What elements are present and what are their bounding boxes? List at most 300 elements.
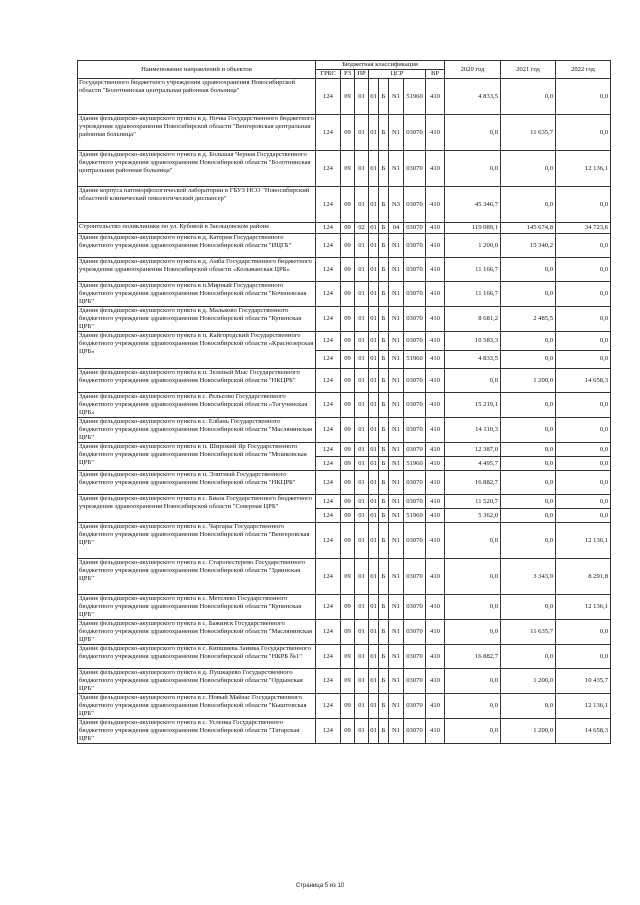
amount-2021-cell: 15 340,2	[501, 234, 556, 258]
csr-1-cell: 01	[369, 471, 379, 495]
rz-cell: 09	[341, 332, 355, 351]
vr-cell: 410	[426, 620, 445, 645]
amount-2020-cell: 5 362,0	[445, 509, 501, 523]
grbs-cell: 124	[316, 282, 341, 307]
csr-4-cell: 51960	[404, 350, 426, 369]
object-name-cell: Здание фельдшерско-акушерского пункта в с. Старопестерево Государственного бюджетного учреждения здравоохранения Новосибирской области "Здвинская ЦРБ"	[78, 559, 316, 595]
csr-1-cell: 01	[369, 495, 379, 509]
rz-cell: 09	[341, 457, 355, 471]
rz-cell: 09	[341, 719, 355, 744]
object-name-cell: Государственного бюджетного учреждения здравоохранения Новосибирской области "Болотнинская центральная районная больница"	[78, 79, 316, 115]
csr-2-cell: Б	[379, 457, 389, 471]
vr-cell: 410	[426, 151, 445, 187]
csr-2-cell: Б	[379, 350, 389, 369]
object-name-cell: Здание фельдшерско-акушерского пункта в д. Ночка Государственного бюджетного учреждения здравоохранения Новосибирской области "Венгеровская центральная районная больница"	[78, 115, 316, 151]
header-2020: 2020 год	[445, 61, 501, 79]
table-row	[78, 694, 611, 719]
amount-2022-cell: 0,0	[556, 620, 611, 645]
csr-2-cell: Б	[379, 620, 389, 645]
amount-2021-cell: 1 200,0	[501, 369, 556, 393]
csr-2-cell: Б	[379, 234, 389, 258]
grbs-cell: 124	[316, 523, 341, 559]
csr-1-cell: 01	[369, 559, 379, 595]
csr-1-cell: 01	[369, 509, 379, 523]
csr-2-cell: Б	[379, 187, 389, 223]
csr-3-cell: N1	[389, 509, 404, 523]
pr-cell: 01	[355, 79, 369, 115]
amount-2020-cell: 4 833,5	[445, 350, 501, 369]
rz-cell: 09	[341, 418, 355, 443]
amount-2020-cell: 14 110,3	[445, 418, 501, 443]
amount-2021-cell: 145 674,8	[501, 223, 556, 234]
amount-2020-cell: 11 520,7	[445, 495, 501, 509]
rz-cell: 09	[341, 694, 355, 719]
csr-2-cell: Б	[379, 559, 389, 595]
csr-4-cell: 03070	[404, 471, 426, 495]
rz-cell: 09	[341, 523, 355, 559]
csr-3-cell: N1	[389, 332, 404, 351]
csr-4-cell: 03070	[404, 694, 426, 719]
csr-4-cell: 03070	[404, 258, 426, 282]
pr-cell: 01	[355, 369, 369, 393]
vr-cell: 410	[426, 559, 445, 595]
pr-cell: 01	[355, 234, 369, 258]
amount-2020-cell: 15 219,1	[445, 393, 501, 418]
amount-2022-cell: 14 658,3	[556, 719, 611, 744]
csr-4-cell: 03070	[404, 620, 426, 645]
rz-cell: 09	[341, 79, 355, 115]
pr-cell: 01	[355, 495, 369, 509]
grbs-cell: 124	[316, 694, 341, 719]
csr-1-cell: 01	[369, 595, 379, 620]
amount-2022-cell: 12 136,1	[556, 151, 611, 187]
grbs-cell: 124	[316, 115, 341, 151]
csr-1-cell: 01	[369, 234, 379, 258]
vr-cell: 410	[426, 234, 445, 258]
amount-2022-cell: 0,0	[556, 332, 611, 351]
vr-cell: 410	[426, 694, 445, 719]
rz-cell: 09	[341, 258, 355, 282]
amount-2022-cell: 0,0	[556, 509, 611, 523]
amount-2022-cell: 0,0	[556, 457, 611, 471]
amount-2020-cell: 0,0	[445, 369, 501, 393]
pr-cell: 01	[355, 282, 369, 307]
csr-3-cell: N1	[389, 307, 404, 332]
amount-2020-cell: 0,0	[445, 694, 501, 719]
amount-2020-cell: 0,0	[445, 620, 501, 645]
table-row	[78, 258, 611, 282]
csr-3-cell: N1	[389, 443, 404, 457]
csr-2-cell: Б	[379, 151, 389, 187]
csr-4-cell: 03070	[404, 719, 426, 744]
amount-2022-cell: 0,0	[556, 645, 611, 669]
pr-cell: 01	[355, 620, 369, 645]
rz-cell: 09	[341, 282, 355, 307]
rz-cell: 09	[341, 495, 355, 509]
header-rz: РЗ	[341, 70, 355, 79]
rz-cell: 09	[341, 187, 355, 223]
object-name-cell: Здание фельдшерско-акушерского пункта в с. Биаза Государственного бюджетного учреждения здравоохранения Новосибирской области "Северная ЦРБ"	[78, 495, 316, 523]
csr-1-cell: 01	[369, 523, 379, 559]
csr-3-cell: N1	[389, 457, 404, 471]
csr-1-cell: 01	[369, 307, 379, 332]
amount-2020-cell: 11 166,7	[445, 282, 501, 307]
vr-cell: 410	[426, 719, 445, 744]
object-name-cell: Здание фельдшерско-акушерского пункта в д. Пушкарево Государственного бюджетного учреждения здравоохранения Новосибирской области "Ордынская ЦРБ"	[78, 669, 316, 694]
rz-cell: 09	[341, 595, 355, 620]
csr-3-cell: N1	[389, 369, 404, 393]
csr-1-cell: 01	[369, 223, 379, 234]
amount-2020-cell: 16 882,7	[445, 645, 501, 669]
vr-cell: 410	[426, 393, 445, 418]
amount-2020-cell: 4 495,7	[445, 457, 501, 471]
csr-1-cell: 01	[369, 443, 379, 457]
header-2022: 2022 год	[556, 61, 611, 79]
amount-2021-cell: 11 635,7	[501, 115, 556, 151]
pr-cell: 01	[355, 151, 369, 187]
grbs-cell: 124	[316, 258, 341, 282]
csr-1-cell: 01	[369, 350, 379, 369]
amount-2021-cell: 0,0	[501, 645, 556, 669]
amount-2020-cell: 12 387,0	[445, 443, 501, 457]
csr-3-cell: N1	[389, 115, 404, 151]
rz-cell: 09	[341, 115, 355, 151]
rz-cell: 09	[341, 471, 355, 495]
amount-2022-cell: 0,0	[556, 443, 611, 457]
object-name-cell: Здание фельдшерско-акушерского пункта в с. Метелево Государственного бюджетного учреждения здравоохранения Новосибирской области "Купинская ЦРБ"	[78, 595, 316, 620]
csr-3-cell: N1	[389, 669, 404, 694]
amount-2020-cell: 0,0	[445, 719, 501, 744]
csr-3-cell: N1	[389, 523, 404, 559]
table-row	[78, 595, 611, 620]
table-row	[78, 332, 611, 351]
csr-1-cell: 01	[369, 79, 379, 115]
pr-cell: 01	[355, 509, 369, 523]
header-2021: 2021 год	[501, 61, 556, 79]
csr-2-cell: Б	[379, 115, 389, 151]
csr-4-cell: 51960	[404, 509, 426, 523]
vr-cell: 410	[426, 418, 445, 443]
vr-cell: 410	[426, 495, 445, 509]
csr-3-cell: N1	[389, 234, 404, 258]
csr-1-cell: 01	[369, 719, 379, 744]
grbs-cell: 124	[316, 418, 341, 443]
amount-2022-cell: 12 136,1	[556, 595, 611, 620]
object-name-cell: Здание фельдшерско-акушерского пункта в п. Элитный Государственного бюджетного учреждения здравоохранения Новосибирской области "НКЦРБ"	[78, 471, 316, 495]
pr-cell: 01	[355, 443, 369, 457]
object-name-cell: Здание фельдшерско-акушерского пункта в с. Бажинск Государственного бюджетного учреждения здравоохранения Новосибирской области "Маслянинская ЦРБ"	[78, 620, 316, 645]
csr-4-cell: 03070	[404, 443, 426, 457]
table-row	[78, 79, 611, 115]
pr-cell: 01	[355, 669, 369, 694]
amount-2020-cell: 10 583,3	[445, 332, 501, 351]
header-name-column: Наименование направлений и объектов	[78, 61, 316, 79]
grbs-cell: 124	[316, 719, 341, 744]
csr-2-cell: Б	[379, 223, 389, 234]
csr-1-cell: 01	[369, 418, 379, 443]
grbs-cell: 124	[316, 350, 341, 369]
csr-2-cell: Б	[379, 495, 389, 509]
csr-1-cell: 01	[369, 369, 379, 393]
csr-3-cell: N1	[389, 559, 404, 595]
grbs-cell: 124	[316, 369, 341, 393]
csr-1-cell: 01	[369, 115, 379, 151]
object-name-cell: Здание фельдшерско-акушерского пункта в с. Усленка Государственного бюджетного учреждения здравоохранения Новосибирской области "Татарская ЦРБ"	[78, 719, 316, 744]
table-body	[78, 79, 611, 744]
amount-2022-cell: 0,0	[556, 418, 611, 443]
rz-cell: 09	[341, 559, 355, 595]
csr-3-cell: N1	[389, 719, 404, 744]
grbs-cell: 124	[316, 443, 341, 457]
rz-cell: 09	[341, 223, 355, 234]
table-row	[78, 187, 611, 223]
csr-2-cell: Б	[379, 258, 389, 282]
amount-2020-cell: 45 346,7	[445, 187, 501, 223]
vr-cell: 410	[426, 595, 445, 620]
header-pr: ПР	[355, 70, 369, 79]
table-row	[78, 151, 611, 187]
pr-cell: 01	[355, 559, 369, 595]
amount-2020-cell: 1 200,0	[445, 234, 501, 258]
csr-4-cell: 03070	[404, 559, 426, 595]
csr-1-cell: 01	[369, 457, 379, 471]
rz-cell: 09	[341, 645, 355, 669]
amount-2020-cell: 0,0	[445, 151, 501, 187]
amount-2022-cell: 34 723,6	[556, 223, 611, 234]
csr-4-cell: 03070	[404, 523, 426, 559]
csr-1-cell: 01	[369, 282, 379, 307]
amount-2021-cell: 11 635,7	[501, 620, 556, 645]
vr-cell: 410	[426, 471, 445, 495]
grbs-cell: 124	[316, 645, 341, 669]
amount-2022-cell: 0,0	[556, 115, 611, 151]
csr-4-cell: 51960	[404, 457, 426, 471]
rz-cell: 09	[341, 151, 355, 187]
amount-2021-cell: 0,0	[501, 523, 556, 559]
grbs-cell: 124	[316, 307, 341, 332]
vr-cell: 410	[426, 443, 445, 457]
rz-cell: 09	[341, 509, 355, 523]
amount-2022-cell: 0,0	[556, 307, 611, 332]
csr-3-cell: N1	[389, 645, 404, 669]
csr-1-cell: 01	[369, 187, 379, 223]
csr-2-cell: Б	[379, 418, 389, 443]
grbs-cell: 124	[316, 559, 341, 595]
grbs-cell: 124	[316, 393, 341, 418]
amount-2022-cell: 0,0	[556, 282, 611, 307]
csr-4-cell: 03070	[404, 393, 426, 418]
amount-2021-cell: 0,0	[501, 350, 556, 369]
csr-1-cell: 01	[369, 669, 379, 694]
pr-cell: 01	[355, 115, 369, 151]
pr-cell: 01	[355, 457, 369, 471]
csr-3-cell: N1	[389, 418, 404, 443]
table-row	[78, 369, 611, 393]
csr-4-cell: 03070	[404, 282, 426, 307]
csr-1-cell: 01	[369, 620, 379, 645]
table-row	[78, 471, 611, 495]
object-name-cell: Здание фельдшерско-акушерского пункта в с. Чаргары Государственного бюджетного учреждения здравоохранения Новосибирской области "Венгеровская ЦРБ"	[78, 523, 316, 559]
amount-2022-cell: 0,0	[556, 471, 611, 495]
grbs-cell: 124	[316, 595, 341, 620]
amount-2021-cell: 2 485,5	[501, 307, 556, 332]
vr-cell: 410	[426, 79, 445, 115]
table-row	[78, 495, 611, 509]
amount-2020-cell: 16 882,7	[445, 471, 501, 495]
csr-2-cell: Б	[379, 645, 389, 669]
vr-cell: 410	[426, 332, 445, 351]
table-row	[78, 115, 611, 151]
pr-cell: 01	[355, 694, 369, 719]
csr-3-cell: N1	[389, 595, 404, 620]
table-row	[78, 418, 611, 443]
pr-cell: 01	[355, 187, 369, 223]
amount-2020-cell: 0,0	[445, 523, 501, 559]
table-row	[78, 669, 611, 694]
grbs-cell: 124	[316, 187, 341, 223]
object-name-cell: Здание фельдшерско-акушерского пункта в д. Катерня Государственного бюджетного учреждения здравоохранения Новосибирской области "ИЦГБ"	[78, 234, 316, 258]
csr-4-cell: 03070	[404, 115, 426, 151]
csr-2-cell: Б	[379, 669, 389, 694]
csr-4-cell: 03070	[404, 595, 426, 620]
header-budget-classification: Бюджетная классификация	[316, 61, 445, 70]
object-name-cell: Здание фельдшерско-акушерского пункта в п. Широкий Яр Государственного бюджетного учреждения здравоохранения Новосибирской области "Мошковская ЦРБ"	[78, 443, 316, 471]
vr-cell: 410	[426, 369, 445, 393]
header-vr: ВР	[426, 70, 445, 79]
vr-cell: 410	[426, 282, 445, 307]
amount-2022-cell: 0,0	[556, 495, 611, 509]
pr-cell: 01	[355, 719, 369, 744]
csr-3-cell: N1	[389, 282, 404, 307]
vr-cell: 410	[426, 669, 445, 694]
table-row	[78, 234, 611, 258]
table-row	[78, 645, 611, 669]
amount-2021-cell: 0,0	[501, 443, 556, 457]
amount-2020-cell: 0,0	[445, 595, 501, 620]
pr-cell: 01	[355, 258, 369, 282]
vr-cell: 410	[426, 350, 445, 369]
amount-2020-cell: 119 089,1	[445, 223, 501, 234]
pr-cell: 01	[355, 332, 369, 351]
amount-2022-cell: 8 291,8	[556, 559, 611, 595]
object-name-cell: Здание корпуса патоморфологической лаборатории в ГБУЗ НСО "Новосибирский областной клинический онкологический диспансер"	[78, 187, 316, 223]
grbs-cell: 124	[316, 471, 341, 495]
csr-3-cell: N1	[389, 258, 404, 282]
vr-cell: 410	[426, 645, 445, 669]
pr-cell: 01	[355, 595, 369, 620]
amount-2022-cell: 0,0	[556, 258, 611, 282]
rz-cell: 09	[341, 234, 355, 258]
amount-2022-cell: 0,0	[556, 393, 611, 418]
object-name-cell: Здание фельдшерско-акушерского пункта в с. Кипшиева Заимка Государственного бюджетного учреждения здравоохранения Новосибирской области "НКРБ №1"	[78, 645, 316, 669]
csr-2-cell: Б	[379, 509, 389, 523]
csr-4-cell: 03070	[404, 645, 426, 669]
pr-cell: 01	[355, 350, 369, 369]
csr-4-cell: 03070	[404, 495, 426, 509]
csr-2-cell: Б	[379, 307, 389, 332]
amount-2021-cell: 0,0	[501, 393, 556, 418]
csr-2-cell: Б	[379, 332, 389, 351]
table-row	[78, 620, 611, 645]
object-name-cell: Здание фельдшерско-акушерского пункта в п.Мирный Государственного бюджетного учреждения здравоохранения Новосибирской области "Коченевская ЦРБ"	[78, 282, 316, 307]
grbs-cell: 124	[316, 509, 341, 523]
pr-cell: 01	[355, 471, 369, 495]
rz-cell: 09	[341, 393, 355, 418]
amount-2022-cell: 12 136,1	[556, 694, 611, 719]
csr-4-cell: 03070	[404, 223, 426, 234]
header-csr: ЦСР	[369, 70, 426, 79]
csr-1-cell: 01	[369, 332, 379, 351]
object-name-cell: Здание фельдшерско-акушерского пункта в п. Кайгородский Государственного бюджетного учреждения здравоохранения Новосибирской области «Краснозерская ЦРБ»	[78, 332, 316, 369]
csr-2-cell: Б	[379, 595, 389, 620]
csr-1-cell: 01	[369, 694, 379, 719]
amount-2020-cell: 0,0	[445, 669, 501, 694]
grbs-cell: 124	[316, 495, 341, 509]
amount-2021-cell: 0,0	[501, 151, 556, 187]
csr-1-cell: 01	[369, 151, 379, 187]
object-name-cell: Здание фельдшерско-акушерского пункта в п. Зеленый Мыс Государственного бюджетного учреждения здравоохранения Новосибирской области "НКЦРБ"	[78, 369, 316, 393]
amount-2021-cell: 3 343,9	[501, 559, 556, 595]
grbs-cell: 124	[316, 332, 341, 351]
pr-cell: 02	[355, 223, 369, 234]
header-grbs: ГРБС	[316, 70, 341, 79]
amount-2021-cell: 1 200,0	[501, 719, 556, 744]
grbs-cell: 124	[316, 457, 341, 471]
csr-3-cell: N1	[389, 694, 404, 719]
amount-2021-cell: 0,0	[501, 258, 556, 282]
rz-cell: 09	[341, 620, 355, 645]
amount-2021-cell: 0,0	[501, 79, 556, 115]
table-row	[78, 523, 611, 559]
grbs-cell: 124	[316, 669, 341, 694]
csr-2-cell: Б	[379, 369, 389, 393]
pr-cell: 01	[355, 393, 369, 418]
pr-cell: 01	[355, 418, 369, 443]
rz-cell: 09	[341, 669, 355, 694]
grbs-cell: 124	[316, 234, 341, 258]
pr-cell: 01	[355, 645, 369, 669]
csr-4-cell: 03070	[404, 332, 426, 351]
csr-2-cell: Б	[379, 471, 389, 495]
amount-2022-cell: 10 435,7	[556, 669, 611, 694]
csr-3-cell: N1	[389, 620, 404, 645]
csr-3-cell: N1	[389, 495, 404, 509]
amount-2022-cell: 0,0	[556, 187, 611, 223]
amount-2022-cell: 0,0	[556, 234, 611, 258]
csr-4-cell: 03070	[404, 418, 426, 443]
grbs-cell: 124	[316, 79, 341, 115]
csr-2-cell: Б	[379, 443, 389, 457]
csr-2-cell: Б	[379, 393, 389, 418]
csr-3-cell: 04	[389, 223, 404, 234]
rz-cell: 09	[341, 350, 355, 369]
budget-table-sheet	[77, 60, 610, 744]
csr-3-cell: N1	[389, 393, 404, 418]
csr-4-cell: 03070	[404, 369, 426, 393]
csr-2-cell: Б	[379, 719, 389, 744]
table-row	[78, 443, 611, 457]
pr-cell: 01	[355, 523, 369, 559]
table-row	[78, 282, 611, 307]
csr-2-cell: Б	[379, 523, 389, 559]
amount-2021-cell: 0,0	[501, 694, 556, 719]
amount-2021-cell: 1 200,0	[501, 669, 556, 694]
amount-2021-cell: 0,0	[501, 187, 556, 223]
amount-2021-cell: 0,0	[501, 457, 556, 471]
amount-2022-cell: 12 136,1	[556, 523, 611, 559]
csr-4-cell: 03070	[404, 669, 426, 694]
csr-2-cell: Б	[379, 282, 389, 307]
